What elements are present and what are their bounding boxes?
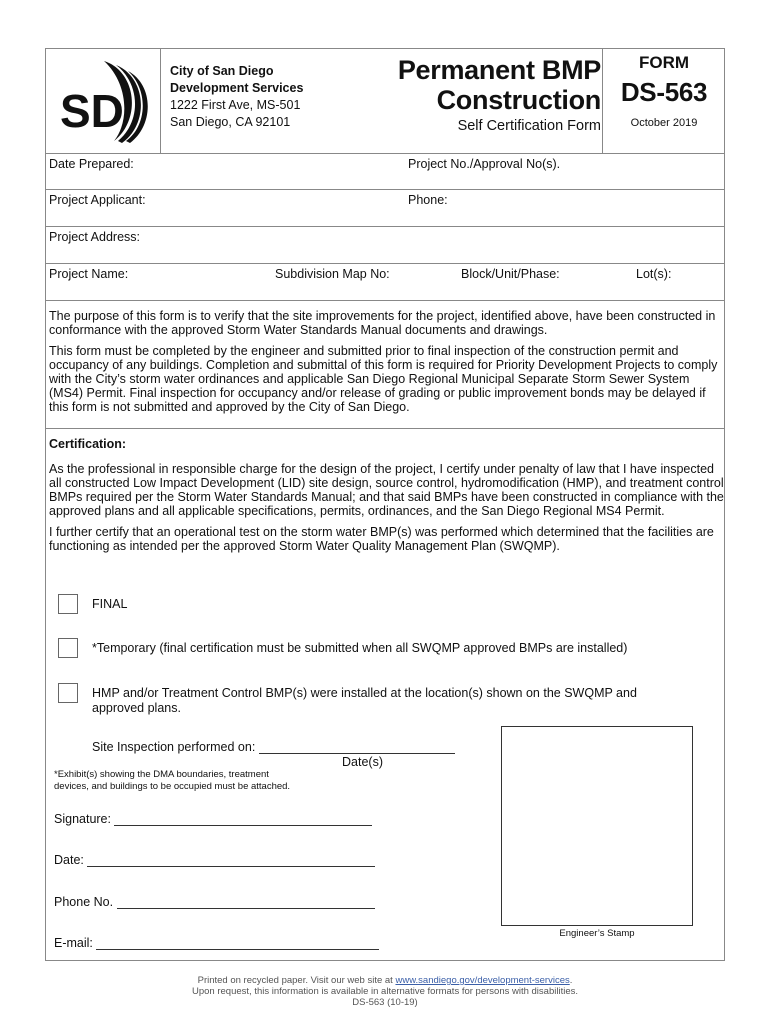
site-inspection-row <box>92 740 455 754</box>
date-label: Date: <box>54 853 84 867</box>
form-title <box>346 55 601 136</box>
purpose-paragraph-2: This form must be completed by the engineer and submitted prior to final inspection of the construction permit and occupancy of any buildings. Completion and submittal of this form is required for Priority Development Projects to comply with the City’s storm water ordinances and applicable San Diego Regional Municipal Separate Storm Sewer System (MS4) Permit. Final inspection for occupancy and/or release of grading or public improvement bonds may be delayed if this form is not submitted and approved by the City of San Diego. <box>49 344 718 414</box>
site-inspection-input[interactable] <box>259 741 455 754</box>
hmp-checkbox[interactable] <box>58 683 78 703</box>
site-inspection-label: Site Inspection performed on: <box>92 740 256 754</box>
phone-row <box>54 895 375 909</box>
engineer-stamp-box[interactable] <box>501 726 693 926</box>
address-block <box>170 63 303 131</box>
exhibit-note <box>54 769 290 793</box>
block-unit-field[interactable]: Block/Unit/Phase: <box>461 267 560 281</box>
title-line-1: Permanent BMP <box>397 55 601 85</box>
purpose-section <box>46 300 724 429</box>
sd-logo-icon <box>46 49 160 153</box>
footer-line-1: Printed on recycled paper. Visit our web site at www.sandiego.gov/development-services. <box>197 975 573 986</box>
form-id-cell <box>602 49 725 153</box>
signature-input[interactable] <box>114 813 372 826</box>
row-date-project <box>46 153 724 190</box>
email-label: E-mail: <box>54 936 93 950</box>
project-no-field[interactable]: Project No./Approval No(s). <box>408 157 561 171</box>
lots-field[interactable]: Lot(s): <box>636 267 672 281</box>
email-input[interactable] <box>96 937 379 950</box>
subdivision-map-field[interactable]: Subdivision Map No: <box>275 267 390 281</box>
signature-label: Signature: <box>54 812 111 826</box>
exhibit-note-line-2: devices, and buildings to be occupied must be attached. <box>54 781 291 792</box>
website-link[interactable]: www.sandiego.gov/development-services <box>395 975 570 986</box>
form-frame <box>45 48 725 961</box>
form-date: October 2019 <box>630 117 698 129</box>
form-subtitle: Self Certification Form <box>457 118 601 134</box>
logo-text: SD <box>60 85 124 137</box>
project-address-field[interactable]: Project Address: <box>49 230 141 244</box>
temporary-checkbox[interactable] <box>58 638 78 658</box>
row-address <box>46 226 724 264</box>
form-label: FORM <box>638 53 690 72</box>
address-line-1: 1222 First Ave, MS-501 <box>170 98 301 112</box>
date-input[interactable] <box>87 854 375 867</box>
date-prepared-field[interactable]: Date Prepared: <box>49 157 134 171</box>
email-row <box>54 936 379 950</box>
org-dept: Development Services <box>170 81 304 95</box>
certification-heading: Certification: <box>49 437 127 451</box>
temporary-label: *Temporary (final certification must be submitted when all SWQMP approved BMPs are installed) <box>92 641 628 655</box>
form-number: DS-563 <box>620 77 708 107</box>
address-line-2: San Diego, CA 92101 <box>170 115 291 129</box>
phone-no-input[interactable] <box>117 896 375 909</box>
stamp-label: Engineer’s Stamp <box>559 928 635 939</box>
certification-paragraph-2: I further certify that an operational test on the storm water BMP(s) was performed which determined that the facilities are functioning as intended per the approved Storm Water Quality Management Plan (SWQMP). <box>49 525 714 553</box>
form-header <box>46 49 724 153</box>
footer-line-2: Upon request, this information is available in alternative formats for persons with disabilities. <box>192 986 578 997</box>
final-label: FINAL <box>92 597 128 611</box>
city-logo <box>46 49 161 153</box>
title-line-2: Construction <box>436 85 601 115</box>
project-applicant-field[interactable]: Project Applicant: <box>49 193 146 207</box>
dates-label: Date(s) <box>342 755 383 769</box>
row-project-name <box>46 263 724 301</box>
project-name-field[interactable]: Project Name: <box>49 267 129 281</box>
phone-field[interactable]: Phone: <box>408 193 448 207</box>
row-applicant <box>46 189 724 227</box>
footer <box>0 975 770 1008</box>
purpose-paragraph-1: The purpose of this form is to verify that the site improvements for the project, identified above, have been constructed in conformance with the approved Storm Water Standards Manual documents and drawings. <box>49 309 716 337</box>
phone-no-label: Phone No. <box>54 895 114 909</box>
hmp-label: HMP and/or Treatment Control BMP(s) were installed at the location(s) shown on the SWQMP and approved plans. <box>92 686 637 715</box>
date-row <box>54 853 375 867</box>
certification-paragraph-1: As the professional in responsible charge for the design of the project, I certify under penalty of law that I have inspected all constructed Low Impact Development (LID) site design, source control, hydromodification (HMP), and treatment control BMPs required per the Storm Water Standards Manual; and that said BMPs have been constructed in compliance with the approved plans and all applicable specifications, permits, ordinances, and the San Diego Regional MS4 Permit. <box>49 462 724 518</box>
signature-row <box>54 812 372 826</box>
final-checkbox[interactable] <box>58 594 78 614</box>
exhibit-note-line-1: *Exhibit(s) showing the DMA boundaries, treatment <box>54 769 269 780</box>
org-name: City of San Diego <box>170 64 274 78</box>
footer-form-code: DS-563 (10-19) <box>352 997 418 1008</box>
